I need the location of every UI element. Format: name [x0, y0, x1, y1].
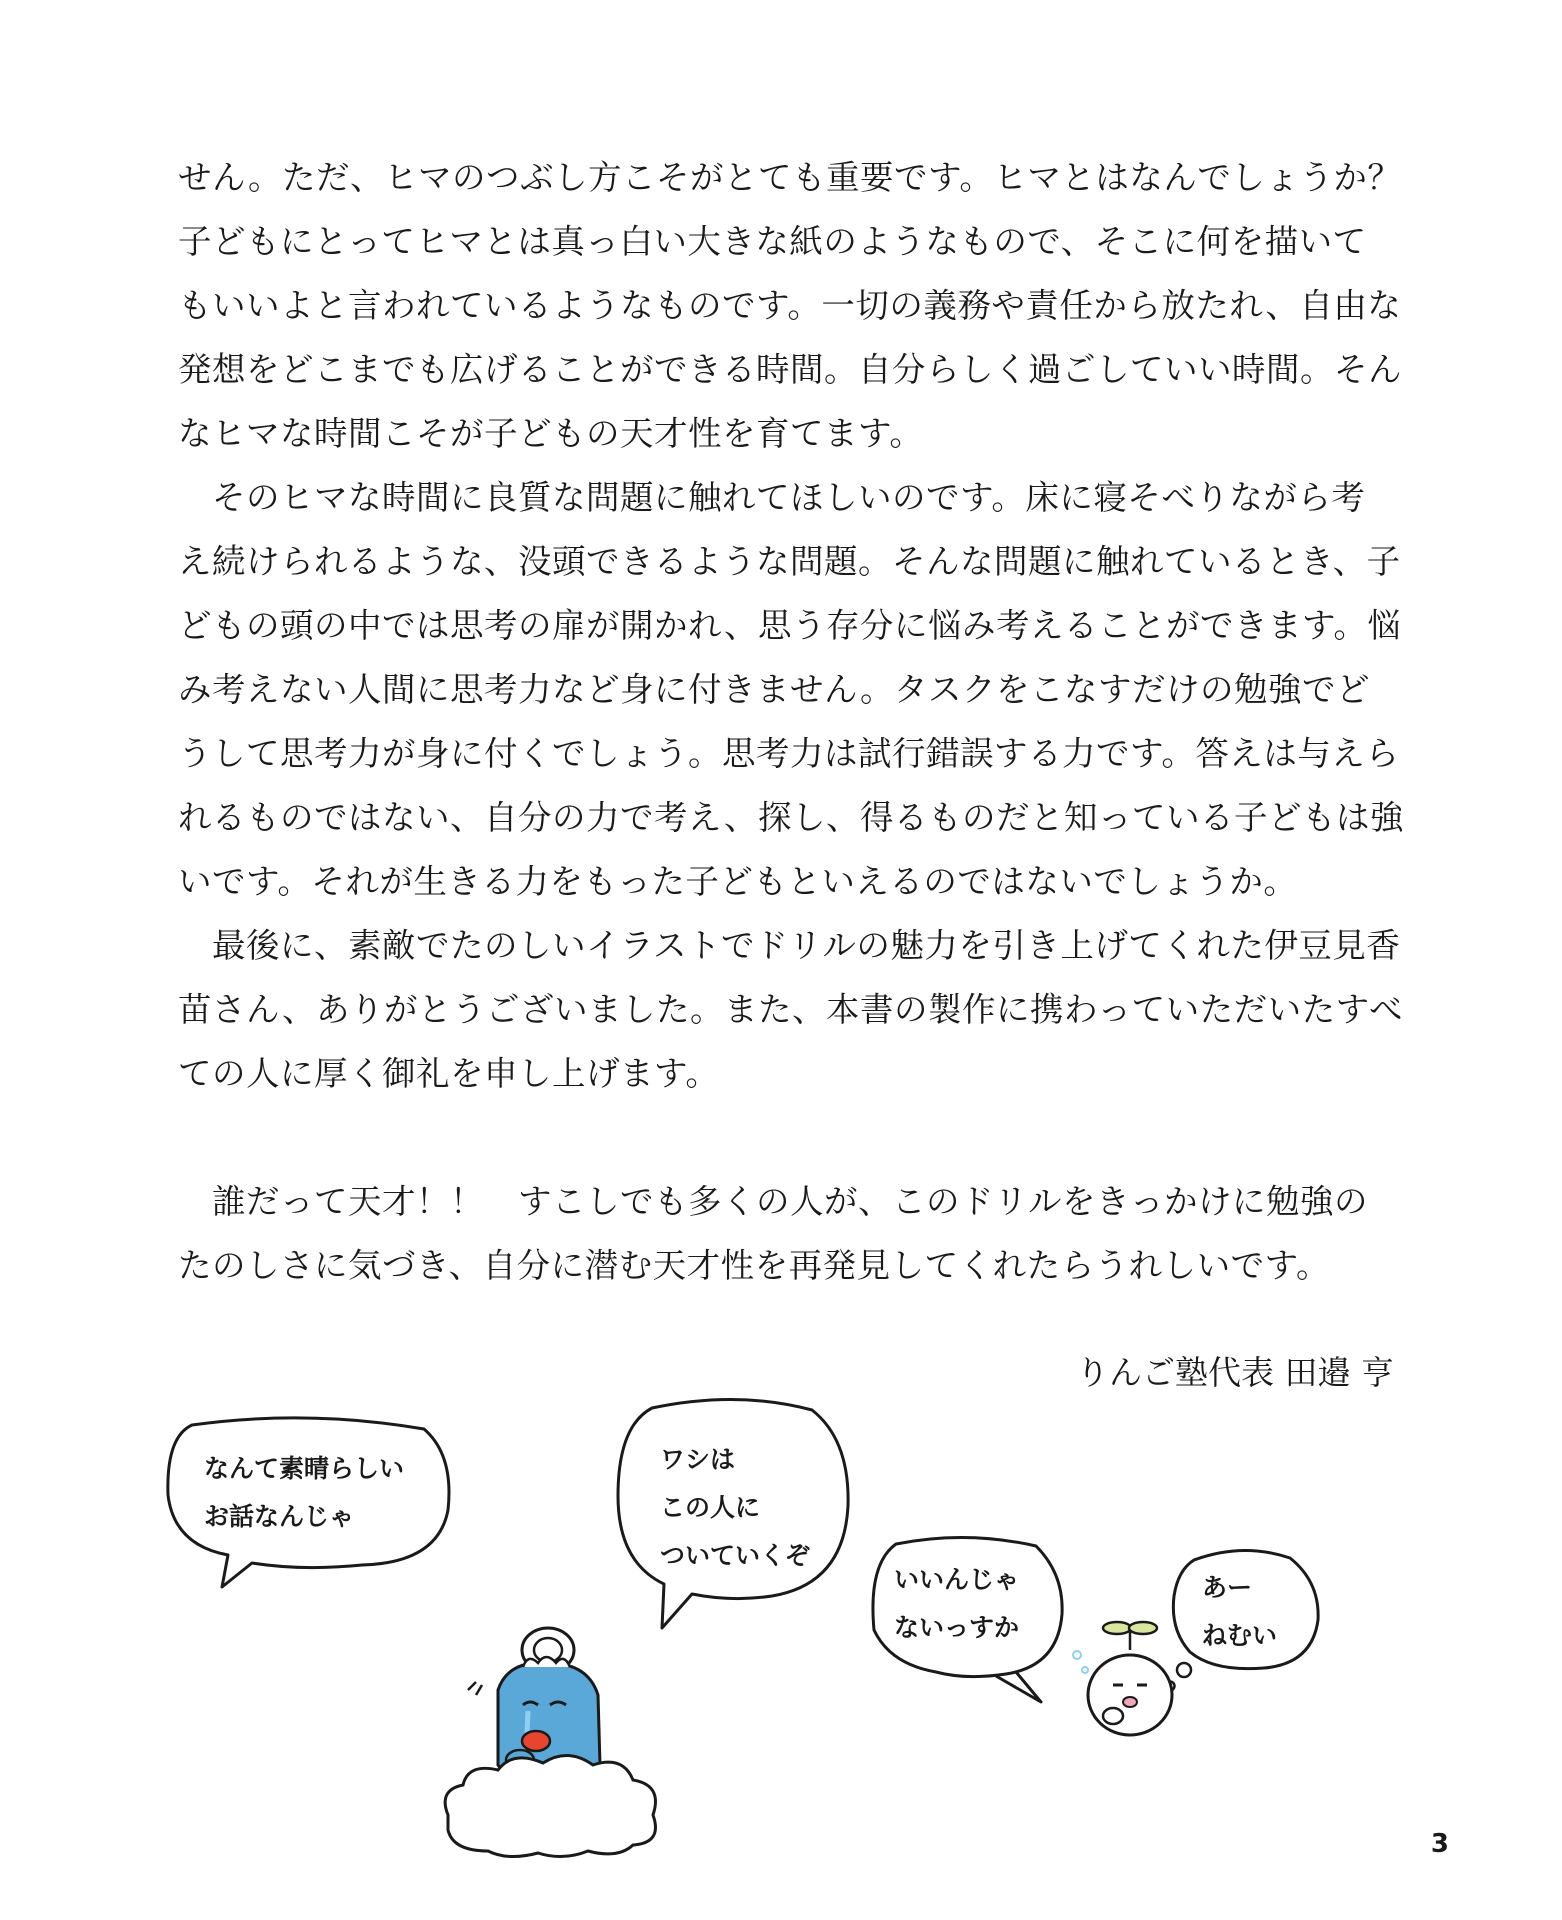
bubble-2-line-1: ワシは: [660, 1445, 736, 1474]
bubble-4-line-2: ねむい: [1202, 1621, 1278, 1650]
bubble-2-line-3: ついていくぞ: [660, 1541, 811, 1570]
text-line: え続けられるような、没頭できるような問題。そんな問題に触れているとき、子: [178, 541, 1401, 581]
angel-mascot-icon: [428, 1615, 668, 1860]
bubble-1-line-1: なんて素晴らしい: [204, 1454, 405, 1483]
text-line: 子どもにとってヒマとは真っ白い大きな紙のようなもので、そこに何を描いて: [178, 221, 1367, 261]
text-line: 最後に、素敵でたのしいイラストでドリルの魅力を引き上げてくれた伊豆見香: [178, 925, 1401, 965]
bubble-3-line-1: いいんじゃ: [894, 1565, 1020, 1594]
text-line: そのヒマな時間に良質な問題に触れてほしいのです。床に寝そべりながら考: [178, 477, 1366, 517]
text-line: 苗さん、ありがとうございました。また、本書の製作に携わっていただいたすべ: [178, 989, 1404, 1029]
text-line: もいいよと言われているようなものです。一切の義務や責任から放たれ、自由な: [178, 285, 1402, 325]
text-line: れるものではない、自分の力で考え、探し、得るものだと知っている子どもは強: [178, 797, 1405, 837]
text-line: たのしさに気づき、自分に潜む天才性を再発見してくれたらうれしいです。: [178, 1245, 1330, 1285]
text-line: せん。ただ、ヒマのつぶし方こそがとても重要です。ヒマとはなんでしょうか？: [178, 157, 1402, 197]
speech-bubble-3: [866, 1534, 1066, 1684]
bubble-4-line-1: あー: [1202, 1573, 1253, 1602]
propeller-mascot-icon: [1055, 1610, 1205, 1750]
text-line: 誰だって天才！！ すこしでも多くの人が、このドリルをきっかけに勉強の: [178, 1181, 1368, 1221]
text-line: ての人に厚く御礼を申し上げます。: [178, 1053, 720, 1093]
bubble-2-line-2: この人に: [660, 1493, 761, 1522]
author-signature: りんご塾代表 田邉 亨: [1076, 1353, 1394, 1392]
text-line: うして思考力が身に付くでしょう。思考力は試行錯誤する力です。答えは与えら: [178, 733, 1400, 773]
propeller-mascot-illustration: [1055, 1610, 1205, 1750]
body-text: [178, 130, 1408, 1285]
page-number: 3: [1430, 1829, 1449, 1859]
speech-bubble-1: [162, 1415, 452, 1575]
text-line: なヒマな時間こそが子どもの天才性を育てます。: [178, 413, 924, 453]
text-line: み考えない人間に思考力など身に付きません。タスクをこなすだけの勉強でど: [178, 669, 1371, 709]
bubble-3-line-2: ないっすか: [894, 1613, 1020, 1642]
text-line: 発想をどこまでも広げることができる時間。自分らしく過ごしていい時間。そん: [178, 349, 1402, 389]
paragraph-gap: [178, 1090, 1408, 1154]
angel-mascot-illustration: [428, 1615, 668, 1860]
text-line: いです。それが生きる力をもった子どもといえるのではないでしょうか。: [178, 861, 1298, 901]
speech-bubble-2: [612, 1396, 852, 1616]
bubble-1-line-2: お話なんじゃ: [204, 1502, 355, 1531]
text-line: どもの頭の中では思考の扉が開かれ、思う存分に悩み考えることができます。悩: [178, 605, 1402, 645]
